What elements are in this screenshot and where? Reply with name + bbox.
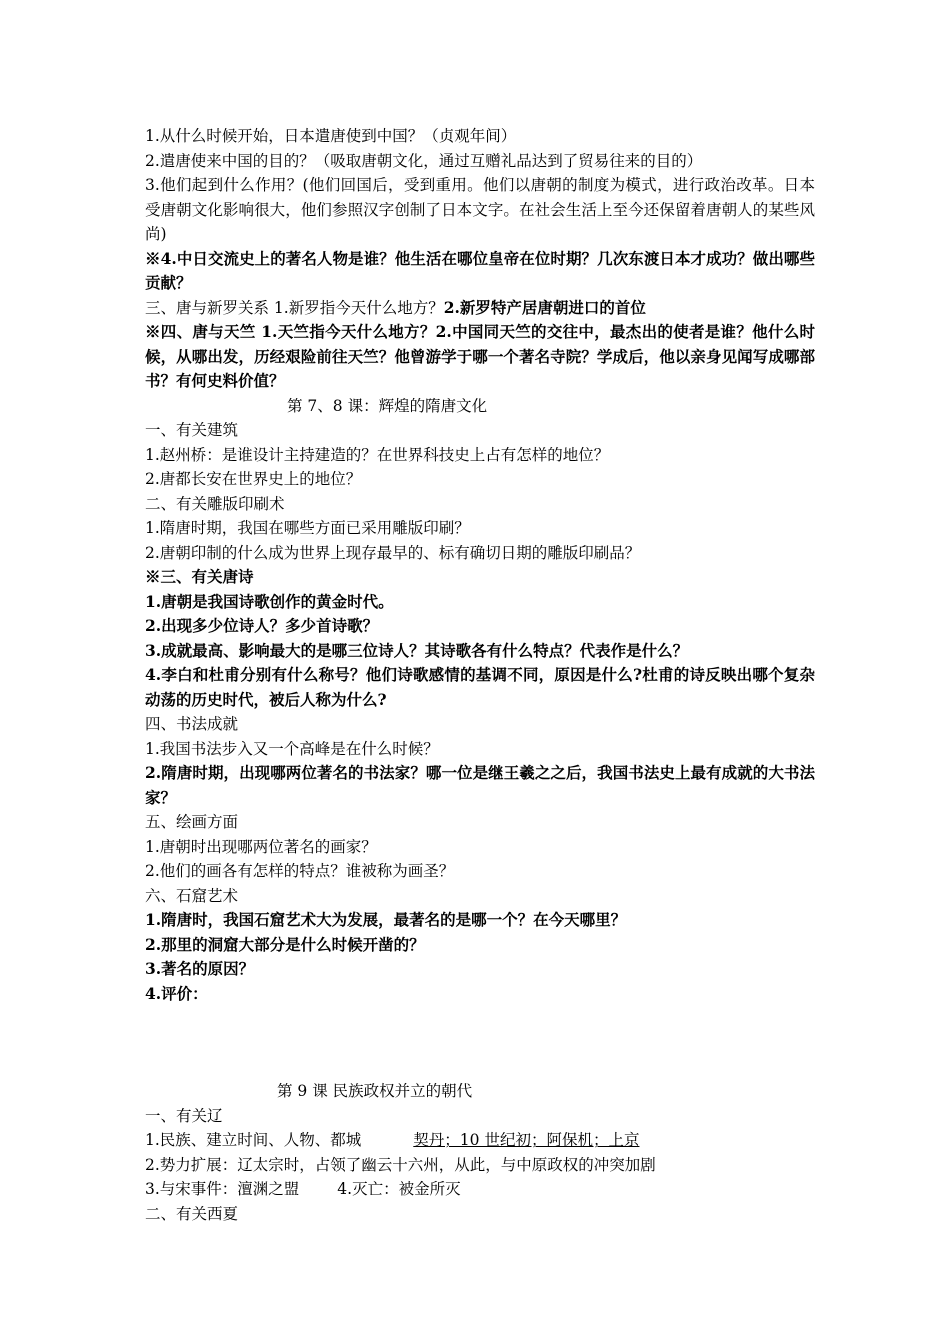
- poetry-q2: 2.出现多少位诗人？多少首诗歌？: [145, 616, 379, 635]
- liao-q1: [145, 1128, 815, 1153]
- grotto-q4: 4.评价：: [145, 983, 208, 1003]
- liao-q2: 2.势力扩展：辽太宗时，占领了幽云十六州，从此，与中原政权的冲突加剧: [145, 1155, 656, 1174]
- painting-q1: 1.唐朝时出现哪两位著名的画家？: [145, 837, 377, 856]
- lesson-7-8-title: 第 7、8 课：辉煌的隋唐文化: [287, 396, 488, 415]
- liao-q4-fall: 4.灭亡：被金所灭: [337, 1180, 461, 1198]
- printing-q1: 1.隋唐时期，我国在哪些方面已采用雕版印刷？: [145, 519, 470, 537]
- calligraphy-q2: 2.隋唐时期，出现哪两位著名的书法家？哪一位是继王羲之之后，我国书法史上最有成就的大书法家？: [145, 763, 815, 807]
- grotto-q2: 2.那里的洞窟大部分是什么时候开凿的？: [145, 934, 425, 954]
- liao-q3-event: 3.与宋事件：澶渊之盟: [145, 1180, 300, 1198]
- liao-heading: 一、有关辽: [145, 1106, 223, 1125]
- poetry-heading: ※三、有关唐诗: [145, 567, 254, 586]
- painting-q2: 2.他们的画各有怎样的特点？谁被称为画圣？: [145, 862, 455, 880]
- poetry-q1: 1.唐朝是我国诗歌创作的黄金时代。: [145, 591, 394, 611]
- question-line-1: 1.从什么时候开始，日本遣唐使到中国？（贞观年间）: [145, 127, 517, 145]
- calligraphy-q1: 1.我国书法步入又一个高峰是在什么时候？: [145, 739, 439, 758]
- document-body: [145, 124, 815, 1226]
- architecture-heading: 一、有关建筑: [145, 421, 239, 439]
- painting-heading: 五、绘画方面: [145, 813, 239, 831]
- xixia-heading: 二、有关西夏: [145, 1204, 239, 1223]
- silla-question: 三、唐与新罗关系 1.新罗指今天什么地方？: [145, 298, 444, 317]
- blank-gap: [145, 1006, 815, 1079]
- silla-import: 2.新罗特产居唐朝进口的首位: [443, 297, 646, 317]
- silla-relations: [145, 296, 815, 321]
- liao-q1-answer: 契丹；10 世纪初；阿保机；上京: [413, 1131, 640, 1149]
- liao-q3: [145, 1177, 815, 1202]
- tianzhu-relations: ※四、唐与天竺 1.天竺指今天什么地方？2.中国同天竺的交往中，最杰出的使者是谁？他什么时候，从哪出发，历经艰险前往天竺？他曾游学于哪一个著名寺院？学成后，他以亲身见闻写成哪部书？有何史料价值？: [145, 322, 815, 390]
- grotto-q1: 1.隋唐时，我国石窟艺术大为发展，最著名的是哪一个？在今天哪里？: [145, 910, 627, 929]
- calligraphy-heading: 四、书法成就: [145, 715, 239, 733]
- architecture-q1: 1.赵州桥：是谁设计主持建造的？在世界科技史上占有怎样的地位？: [145, 445, 610, 464]
- lesson-9-title: 第 9 课 民族政权并立的朝代: [277, 1082, 473, 1100]
- poetry-q3: 3.成就最高、影响最大的是哪三位诗人？其诗歌各有什么特点？代表作是什么？: [145, 640, 689, 660]
- question-line-3: 3.他们起到什么作用？(他们回国后，受到重用。他们以唐朝的制度为模式，进行政治改革。日本受唐朝文化影响很大，他们参照汉字创制了日本文字。在社会生活上至今还保留着唐朝人的某些风尚): [145, 176, 815, 243]
- question-line-2: 2.遣唐使来中国的目的？（吸取唐朝文化，通过互赠礼品达到了贸易往来的目的）: [145, 151, 703, 170]
- grotto-q3: 3.著名的原因？: [145, 959, 255, 978]
- printing-heading: 二、有关雕版印刷术: [145, 494, 285, 513]
- grotto-heading: 六、石窟艺术: [145, 886, 239, 905]
- architecture-q2: 2.唐都长安在世界史上的地位？: [145, 470, 362, 488]
- poetry-q4: 4.李白和杜甫分别有什么称号？他们诗歌感情的基调不同，原因是什么?杜甫的诗反映出哪个复杂动荡的历史时代，被后人称为什么?: [145, 665, 815, 709]
- printing-q2: 2.唐朝印制的什么成为世界上现存最早的、标有确切日期的雕版印刷品？: [145, 543, 641, 562]
- liao-q1-label: 1.民族、建立时间、人物、都城: [145, 1131, 362, 1149]
- question-line-4: ※4.中日交流史上的著名人物是谁？他生活在哪位皇帝在位时期？几次东渡日本才成功？做出哪些贡献？: [145, 248, 815, 292]
